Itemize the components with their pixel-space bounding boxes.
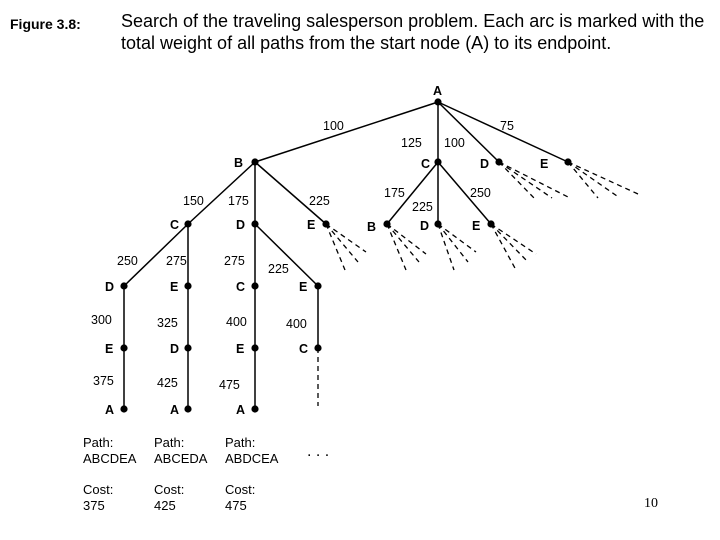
node-dot [322,220,329,227]
dashed-edge [499,162,534,198]
node-label: A [170,403,180,417]
path-value: ABCDEA [83,451,137,466]
node-label: A [433,84,443,98]
node-label: B [234,156,244,170]
arc-weight: 400 [286,317,307,331]
node-dot [487,220,494,227]
path-label: Path: [83,435,114,450]
path-result-2 [154,435,208,513]
dashed-edge [491,224,528,262]
arc-weight: 225 [309,194,330,208]
cost-label: Cost: [83,482,114,497]
arc-weight: 325 [157,316,178,330]
edge-b-c [188,162,255,224]
node-dot [434,98,441,105]
path-result-1 [83,435,137,513]
cost-value: 425 [154,498,176,513]
node-label: B [367,220,377,234]
page-number: 10 [644,496,658,511]
node-label: D [170,342,180,356]
node-dot [383,220,390,227]
node-label: D [236,218,246,232]
path-value: ABCEDA [154,451,208,466]
node-dot [184,405,191,412]
dashed-edge [438,224,454,270]
node-dot [120,344,127,351]
arc-weight: 100 [323,119,344,133]
node-dot [251,405,258,412]
node-label: E [540,157,549,171]
dashed-edge [499,162,570,198]
arc-weight: 175 [384,186,405,200]
node-label: C [299,342,309,356]
arc-weight: 275 [166,254,187,268]
edge-a-d [438,102,499,162]
node-dot [434,220,441,227]
node-dot [184,220,191,227]
dashed-edge [326,224,358,262]
node-dot [184,344,191,351]
path-value: ABDCEA [225,451,279,466]
arc-weight: 375 [93,374,114,388]
arc-weight: 400 [226,315,247,329]
node-dot [120,282,127,289]
node-dot [564,158,571,165]
cost-label: Cost: [225,482,256,497]
node-label: E [105,342,114,356]
node-dot [251,220,258,227]
tree-edges [124,102,568,409]
arc-weight: 300 [91,313,112,327]
dashed-edge [491,224,516,270]
figure-label: Figure 3.8: [10,16,81,32]
node-label: A [105,403,115,417]
dashed-edge [491,224,536,254]
node-dot [314,282,321,289]
node-label: C [170,218,180,232]
arc-weight: 225 [268,262,289,276]
node-dot [314,344,321,351]
arc-weight: 150 [183,194,204,208]
node-dot [251,282,258,289]
node-label: E [472,219,481,233]
edge-b-e [255,162,326,224]
edge-a-b [255,102,438,162]
figure-caption: Search of the traveling salesperson problem. Each arc is marked with the total weight of all paths from the start node (A) to its endpoint. [121,11,705,53]
node-label: D [105,280,115,294]
edge-bd-e [255,224,318,286]
node-label: C [236,280,246,294]
cost-value: 375 [83,498,105,513]
node-dot [251,344,258,351]
node-label: E [236,342,245,356]
node-dot [251,158,258,165]
dashed-edge [387,224,419,262]
arc-weight: 425 [157,376,178,390]
arc-weight: 250 [117,254,138,268]
arc-weight: 175 [228,194,249,208]
path-result-3 [225,435,279,513]
node-dot [120,405,127,412]
node-label: D [480,157,490,171]
node-label: E [170,280,179,294]
more-paths-ellipsis: . . . [307,443,330,460]
arc-weight: 475 [219,378,240,392]
arc-weight: 125 [401,136,422,150]
tree-node-labels [105,84,548,417]
node-label: A [236,403,246,417]
node-label: C [421,157,431,171]
cost-value: 475 [225,498,247,513]
node-dot [495,158,502,165]
node-label: D [420,219,430,233]
node-dot [434,158,441,165]
path-label: Path: [154,435,185,450]
node-label: E [299,280,308,294]
arc-weight: 275 [224,254,245,268]
dashed-edge [568,162,638,194]
node-dot [184,282,191,289]
arc-weight: 100 [444,136,465,150]
path-label: Path: [225,435,256,450]
arc-weight: 250 [470,186,491,200]
arc-weight: 225 [412,200,433,214]
cost-label: Cost: [154,482,185,497]
arc-weight: 75 [500,119,514,133]
node-label: E [307,218,316,232]
